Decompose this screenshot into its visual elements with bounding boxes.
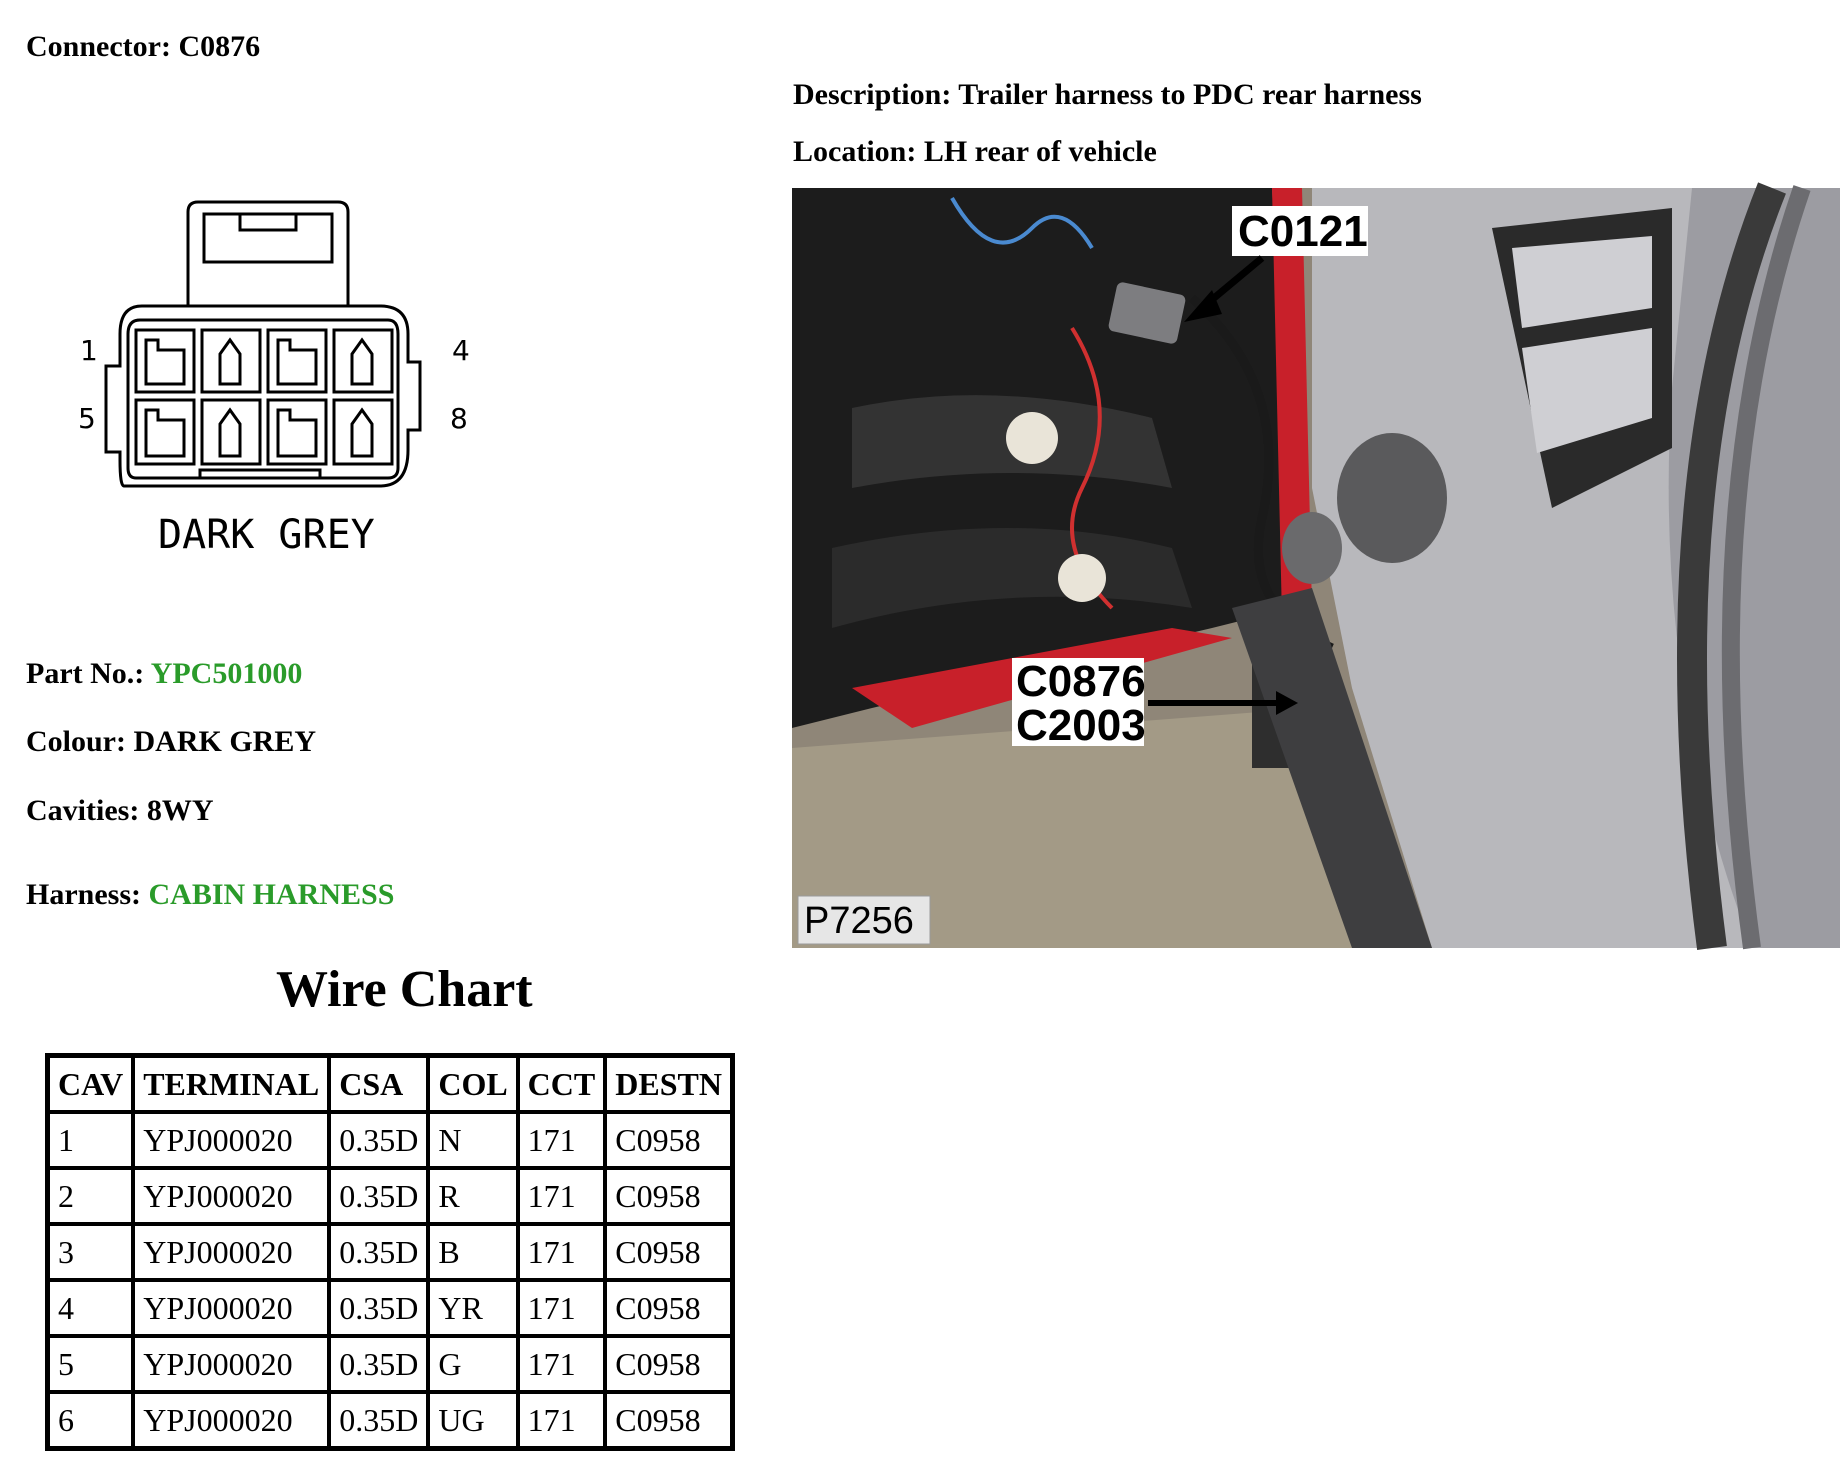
location-photo-illustration [792,188,1840,948]
connector-face-drawing [80,190,500,590]
cell-csa: 0.35D [329,1224,428,1280]
header-csa: CSA [329,1056,428,1113]
table-row [48,1280,733,1336]
cell-destn: C0958 [605,1112,732,1168]
pin-number-4: 4 [452,334,470,367]
callout-c0121-label: C0121 [1238,207,1368,256]
table-row [48,1336,733,1392]
cavities-field [26,794,213,828]
cell-csa: 0.35D [329,1280,428,1336]
cell-cct: 171 [518,1280,606,1336]
cell-terminal: YPJ000020 [133,1280,329,1336]
wire-chart-header-row [48,1056,733,1113]
cell-col: G [428,1336,517,1392]
cell-terminal: YPJ000020 [133,1224,329,1280]
cell-destn: C0958 [605,1280,732,1336]
description-value: Trailer harness to PDC rear harness [958,78,1422,111]
cell-cav: 1 [48,1112,134,1168]
part-no-label: Part No.: [26,657,145,690]
cavity-row-bottom [136,400,392,464]
pin-number-1: 1 [80,334,98,367]
cell-destn: C0958 [605,1224,732,1280]
colour-label: Colour: [26,725,126,758]
harness-field [26,878,394,912]
cell-csa: 0.35D [329,1336,428,1392]
colour-field [26,725,316,759]
header-col: COL [428,1056,517,1113]
description-label: Description: [793,78,952,111]
cell-csa: 0.35D [329,1112,428,1168]
pin-number-8: 8 [450,402,468,435]
connector-label: Connector: [26,30,171,63]
cell-destn: C0958 [605,1336,732,1392]
cell-destn: C0958 [605,1392,732,1449]
cell-cct: 171 [518,1224,606,1280]
cell-cav: 3 [48,1224,134,1280]
part-no-link[interactable]: YPC501000 [150,657,303,690]
cavities-value: 8WY [146,794,214,827]
location-label: Location: [793,135,917,168]
location-field [793,135,1157,169]
header-terminal: TERMINAL [133,1056,329,1113]
table-row [48,1392,733,1449]
callout-c0876-label: C0876 [1016,657,1146,706]
cell-col: N [428,1112,517,1168]
cell-col: B [428,1224,517,1280]
cell-col: UG [428,1392,517,1449]
photo-id: P7256 [804,900,914,942]
cell-terminal: YPJ000020 [133,1392,329,1449]
callout-c2003-label: C2003 [1016,701,1146,750]
cell-csa: 0.35D [329,1392,428,1449]
cell-cav: 4 [48,1280,134,1336]
cell-cav: 2 [48,1168,134,1224]
wire-chart-title: Wire Chart [276,961,533,1018]
table-row [48,1112,733,1168]
part-no-field [26,657,302,691]
harness-link[interactable]: CABIN HARNESS [148,878,395,911]
table-row [48,1224,733,1280]
cell-col: YR [428,1280,517,1336]
cavity-row-top [136,330,392,392]
location-photo [792,188,1840,948]
cell-cct: 171 [518,1336,606,1392]
header-destn: DESTN [605,1056,732,1113]
cell-cav: 5 [48,1336,134,1392]
table-row [48,1168,733,1224]
description-field [793,78,1422,112]
cell-destn: C0958 [605,1168,732,1224]
cell-csa: 0.35D [329,1168,428,1224]
cell-cct: 171 [518,1168,606,1224]
pin-number-5: 5 [78,402,96,435]
cell-cct: 171 [518,1392,606,1449]
connector-field [26,30,260,64]
colour-value: DARK GREY [133,725,317,758]
header-cav: CAV [48,1056,134,1113]
diagram-colour-label: DARK GREY [158,512,375,558]
connector-value: C0876 [178,30,261,63]
header-cct: CCT [518,1056,606,1113]
cell-terminal: YPJ000020 [133,1168,329,1224]
cell-col: R [428,1168,517,1224]
cell-terminal: YPJ000020 [133,1112,329,1168]
connector-face-diagram [80,190,500,590]
wire-chart-table [45,1053,735,1451]
cell-terminal: YPJ000020 [133,1336,329,1392]
cell-cct: 171 [518,1112,606,1168]
cavities-label: Cavities: [26,794,140,827]
location-value: LH rear of vehicle [923,135,1157,168]
cell-cav: 6 [48,1392,134,1449]
harness-label: Harness: [26,878,141,911]
